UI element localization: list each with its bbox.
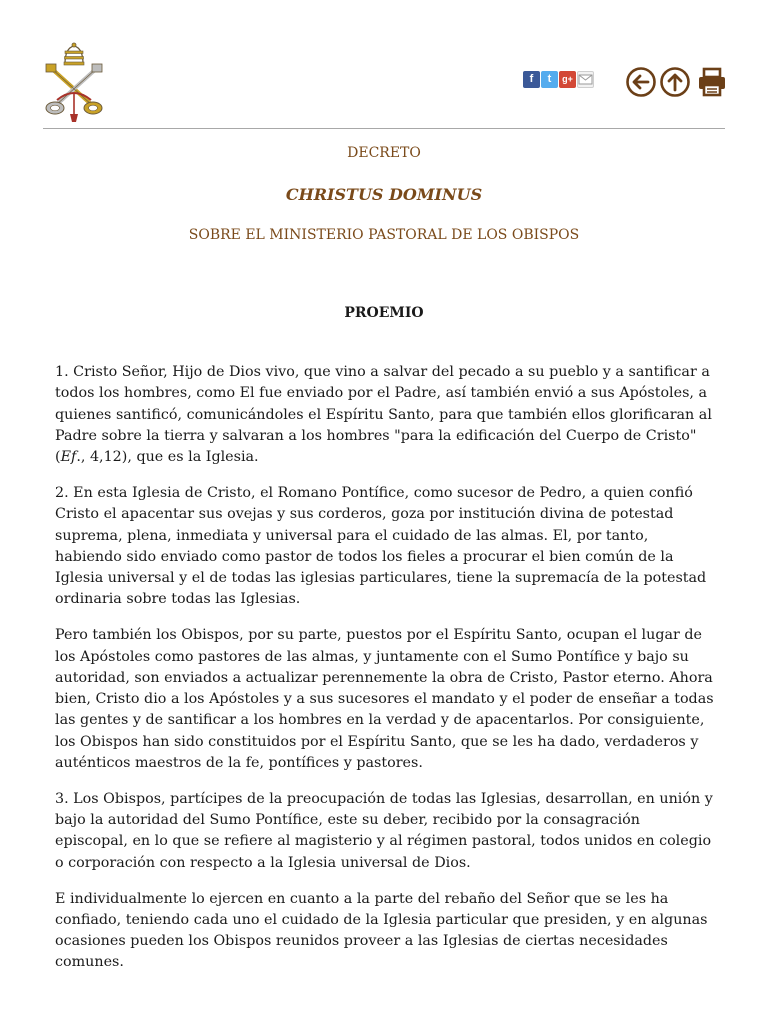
paragraph-3: Pero también los Obispos, por su parte, puestos por el Espíritu Santo, ocupan el lugar de los Apóstoles como pastores de las almas, y juntamente con el Sumo Pontífice y bajo su autoridad, son enviados a actualizar perennemente la obra de Cristo, Pastor eterno. Ahora bien, Cristo dio a los Apóstoles y a sus sucesores el mandato y el poder de enseñar a todas las gentes y de santificar a los hombres en la verdad y de apacentarlos. Por consiguiente, los Obispos han sido constituidos por el Espíritu Santo, que se les ha dado, verdaderos y auténticos maestros de la fe, pontífices y pastores. (55, 627, 714, 772)
social-share-bar (523, 71, 594, 88)
paragraph-4: 3. Los Obispos, partícipes de la preocupación de todas las Iglesias, desarrollan, en unión y bajo la autoridad del Sumo Pontífice, este su deber, recibido por la consagración episcopal, en lo que se refiere al magisterio y al régimen pastoral, todos unidos en colegio o corporación con respecto a la Iglesia universal de Dios. (55, 790, 713, 871)
document-subtitle: SOBRE EL MINISTERIO PASTORAL DE LOS OBISPOS (188, 227, 580, 243)
document-body (55, 362, 715, 988)
paragraph-1: 1. Cristo Señor, Hijo de Dios vivo, que vino a salvar del pecado a su pueblo y a santificar a todos los hombres, como El fue enviado por el Padre, así también envió a sus Apóstoles, a quienes santificó, comunicándoles el Espíritu Santo, para que también ellos glorificaran al Padre sobre la tierra y salvaran a los hombres "para la edificación del Cuerpo de Cristo" (Ef., 4,12), que es la Iglesia. (55, 364, 712, 466)
section-heading: PROEMIO (344, 305, 424, 321)
page-navigation (625, 66, 727, 98)
arrow-left-circle-icon[interactable] (625, 66, 657, 98)
twitter-icon[interactable]: t (541, 71, 558, 88)
facebook-icon[interactable]: f (523, 71, 540, 88)
printer-icon[interactable] (697, 66, 727, 98)
document-type-label: DECRETO (347, 145, 421, 161)
google-plus-icon[interactable]: g+ (559, 71, 576, 88)
arrow-up-circle-icon[interactable] (659, 66, 691, 98)
document-title: CHRISTUS DOMINUS (285, 185, 483, 204)
paragraph-5: E individualmente lo ejercen en cuanto a la parte del rebaño del Señor que se les ha confiado, teniendo cada uno el cuidado de la Iglesia particular que presiden, y en algunas ocasiones pueden los Obispos reunidos proveer a las Iglesias de ciertas necesidades comunes. (55, 890, 708, 971)
scripture-abbreviation: Ef (60, 449, 77, 466)
paragraph-2: 2. En esta Iglesia de Cristo, el Romano Pontífice, como sucesor de Pedro, a quien confió Cristo el apacentar sus ovejas y sus corderos, goza por institución divina de potestad suprema, plena, inmediata y universal para el cuidado de las almas. El, por tanto, habiendo sido enviado como pastor de todos los fieles a procurar el bien común de la Iglesia universal y el de todas las iglesias particulares, tiene la supremacía de la potestad ordinaria sobre todas las Iglesias. (55, 484, 707, 608)
header-divider (43, 128, 725, 129)
page-header (43, 40, 725, 128)
email-icon[interactable] (577, 71, 594, 88)
papal-coat-of-arms-icon[interactable] (43, 42, 105, 124)
